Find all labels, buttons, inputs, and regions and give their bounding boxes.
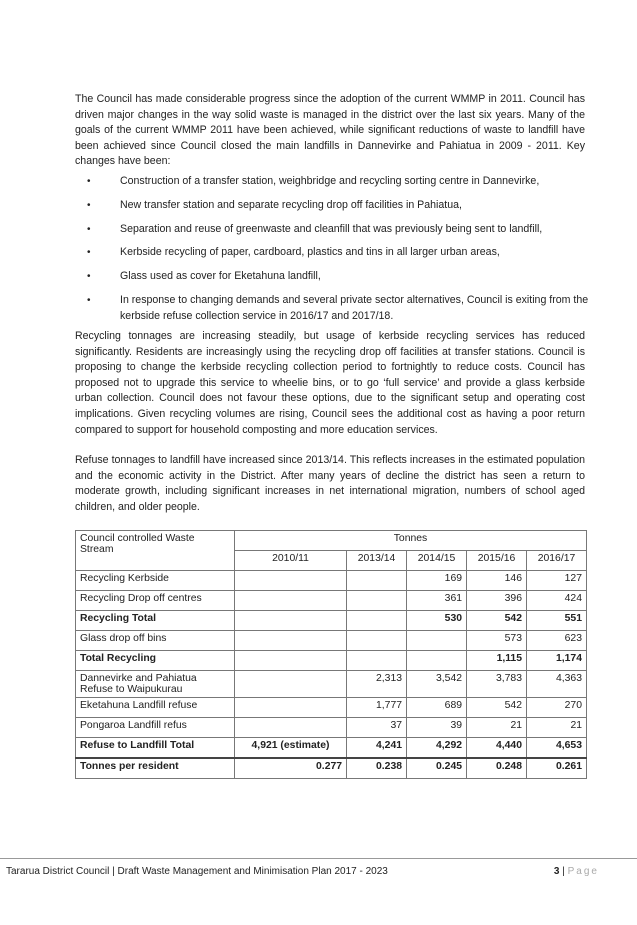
table-cell: 4,292 (407, 738, 467, 759)
table-cell: 396 (467, 591, 527, 611)
year-header: 2013/14 (347, 551, 407, 571)
bullet-icon: • (87, 199, 91, 211)
table-row (76, 651, 587, 671)
footer-title: Tararua District Council | Draft Waste Management and Minimisation Plan 2017 - 2023 (6, 866, 388, 877)
list-item: • Construction of a transfer station, weighbridge and recycling sorting centre in Dannevirke, (75, 174, 595, 190)
table-cell: 3,783 (467, 671, 527, 698)
table-row (76, 671, 587, 698)
table-row (76, 758, 587, 779)
bullet-icon: • (87, 271, 91, 283)
table-cell: 573 (467, 631, 527, 651)
table-cell: 0.238 (347, 758, 407, 779)
list-item: • New transfer station and separate recycling drop off facilities in Pahiatua, (75, 198, 595, 214)
table-row (76, 591, 587, 611)
table-row (76, 718, 587, 738)
table-cell (407, 631, 467, 651)
row-label: Pongaroa Landfill refus (76, 718, 235, 738)
table-cell (235, 671, 347, 698)
table-cell: 127 (527, 571, 587, 591)
row-label: Refuse to Landfill Total (76, 738, 235, 759)
tonnes-header: Tonnes (235, 531, 587, 551)
year-header: 2010/11 (235, 551, 347, 571)
refuse-paragraph: Refuse tonnages to landfill have increased since 2013/14. This reflects increases in the estimated population and the economic activity in the District. After many years of decline the district has seen a return to moderate growth, including significant increases in net international migration, numbers of school aged children, and older people. (75, 454, 585, 513)
table-cell (347, 651, 407, 671)
table-cell: 551 (527, 611, 587, 631)
table-cell (235, 571, 347, 591)
table-cell: 4,363 (527, 671, 587, 698)
table-cell: 39 (407, 718, 467, 738)
row-label: Recycling Drop off centres (76, 591, 235, 611)
list-item: • In response to changing demands and several private sector alternatives, Council is exiting from the kerbside refuse collection service in 2016/17 and 2017/18. (87, 293, 589, 322)
table-cell: 361 (407, 591, 467, 611)
footer-divider (0, 858, 637, 859)
table-cell: 0.277 (235, 758, 347, 779)
key-changes-list (75, 174, 595, 332)
table-cell: 1,777 (347, 698, 407, 718)
table-cell: 169 (407, 571, 467, 591)
row-label: Eketahuna Landfill refuse (76, 698, 235, 718)
table-cell: 4,921 (estimate) (235, 738, 347, 759)
table-cell (235, 611, 347, 631)
table-cell (235, 718, 347, 738)
year-header: 2015/16 (467, 551, 527, 571)
table-row (76, 571, 587, 591)
table-cell: 270 (527, 698, 587, 718)
table-cell (235, 698, 347, 718)
table-cell (235, 591, 347, 611)
table-cell (347, 611, 407, 631)
table-cell (235, 651, 347, 671)
bullet-icon: • (87, 294, 91, 306)
table-cell: 2,313 (347, 671, 407, 698)
table-cell (235, 631, 347, 651)
intro-paragraph: The Council has made considerable progress since the adoption of the current WMMP in 2011. Council has driven major changes in the way solid waste is managed in the district over the last six years. Many of the goals of the current WMMP 2011 have been achieved, while significant reductions of waste to landfill have been achieved since Council closed the main landfills in Dannevirke and Pahiatua in 2009 - 2011. Key changes have been: (75, 93, 585, 168)
table-cell: 0.248 (467, 758, 527, 779)
table-row (76, 611, 587, 631)
table-cell: 4,440 (467, 738, 527, 759)
stream-header: Council controlled Waste Stream (76, 531, 235, 571)
table-cell: 1,174 (527, 651, 587, 671)
table-cell: 37 (347, 718, 407, 738)
row-label: Dannevirke and Pahiatua Refuse to Waipukurau (76, 671, 235, 698)
table-cell: 424 (527, 591, 587, 611)
table-cell (407, 651, 467, 671)
year-header: 2016/17 (527, 551, 587, 571)
table-cell: 530 (407, 611, 467, 631)
recycling-paragraph: Recycling tonnages are increasing steadily, but usage of kerbside recycling services has reduced significantly. Residents are increasingly using the recycling drop off facilities at transfer stations. Council is proposing to change the kerbside recycling collection period to fortnightly to reduce costs. Council has proposed not to upgrade this service to wheelie bins, or to go ‘full service’ and provide a glass kerbside urban collection. Council does not favour these options, due to the significant setup and operating cost implications. Given recycling volumes are rising, Council sees the additional cost as having a poor return compared to support for household composting and more education services. (75, 330, 585, 436)
table-cell: 21 (467, 718, 527, 738)
bullet-icon: • (87, 176, 91, 187)
list-item: • Separation and reuse of greenwaste and cleanfill that was previously being sent to landfill, (75, 222, 595, 238)
table-cell: 542 (467, 698, 527, 718)
table-cell: 4,653 (527, 738, 587, 759)
table-row (76, 631, 587, 651)
page-number: 3 | Page (553, 866, 599, 877)
table-cell (347, 571, 407, 591)
bullet-icon: • (87, 247, 91, 259)
row-label: Recycling Kerbside (76, 571, 235, 591)
table-cell: 0.245 (407, 758, 467, 779)
table-header-row (76, 531, 587, 551)
bullet-icon: • (87, 223, 91, 235)
row-label: Recycling Total (76, 611, 235, 631)
table-cell (347, 591, 407, 611)
table-cell: 623 (527, 631, 587, 651)
table-cell: 0.261 (527, 758, 587, 779)
table-row (76, 738, 587, 759)
table-cell (347, 631, 407, 651)
waste-tonnes-table (75, 530, 587, 779)
table-cell: 689 (407, 698, 467, 718)
table-cell: 146 (467, 571, 527, 591)
list-item: • Glass used as cover for Eketahuna landfill, (75, 269, 595, 285)
row-label: Glass drop off bins (76, 631, 235, 651)
year-header: 2014/15 (407, 551, 467, 571)
row-label: Tonnes per resident (76, 758, 235, 779)
table-cell: 542 (467, 611, 527, 631)
row-label: Total Recycling (76, 651, 235, 671)
table-cell: 21 (527, 718, 587, 738)
table-cell: 3,542 (407, 671, 467, 698)
table-row (76, 698, 587, 718)
list-item: • Kerbside recycling of paper, cardboard, plastics and tins in all larger urban areas, (75, 245, 595, 261)
table-cell: 4,241 (347, 738, 407, 759)
table-cell: 1,115 (467, 651, 527, 671)
